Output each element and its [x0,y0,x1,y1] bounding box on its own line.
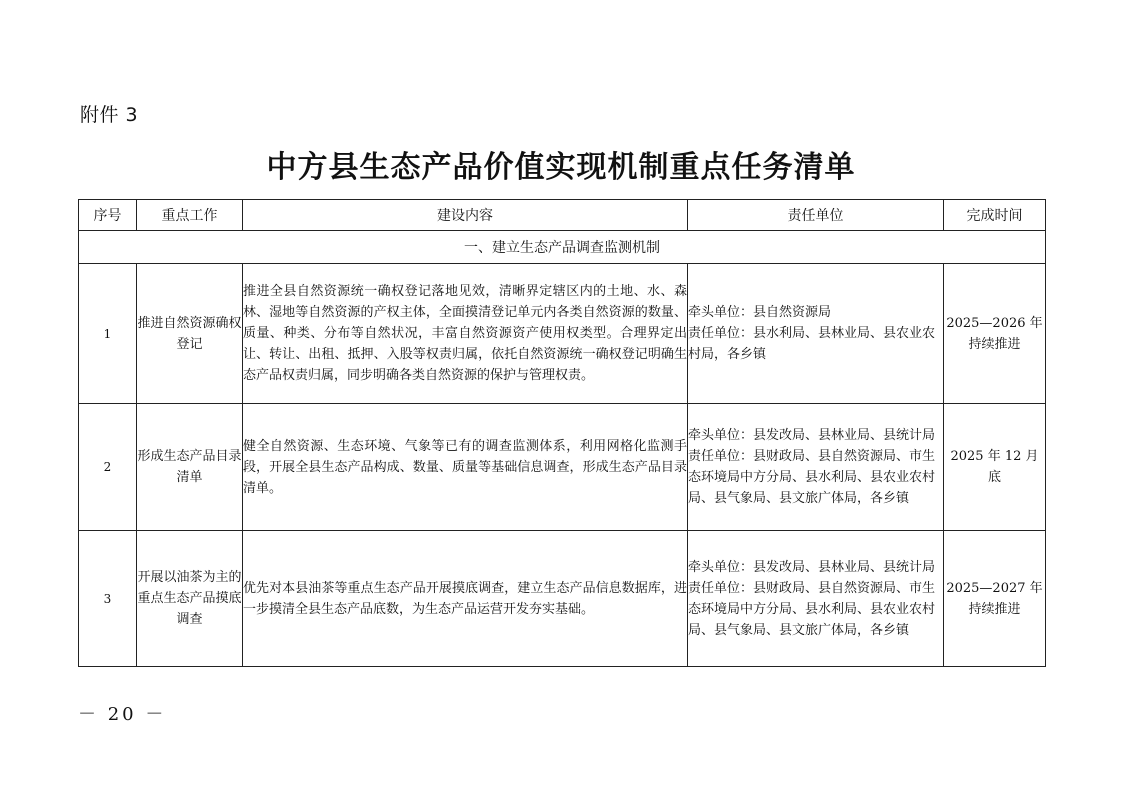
row-deadline: 2025—2026 年持续推进 [944,264,1046,404]
table-row [79,531,1046,667]
row-content: 健全自然资源、生态环境、气象等已有的调查监测体系，利用网格化监测手段，开展全县生态产品构成、数量、质量等基础信息调查，形成生态产品目录清单。 [243,404,688,531]
header-work: 重点工作 [137,200,243,231]
header-seq: 序号 [79,200,137,231]
header-deadline: 完成时间 [944,200,1046,231]
attachment-label: 附件 3 [80,104,139,126]
row-work: 形成生态产品目录清单 [137,404,243,531]
row-responsible [688,404,944,531]
row-work: 开展以油茶为主的重点生态产品摸底调查 [137,531,243,667]
row-deadline: 2025—2027 年持续推进 [944,531,1046,667]
section-title: 一、建立生态产品调查监测机制 [79,231,1046,264]
row-lead-unit: 牵头单位：县发改局、县林业局、县统计局 [688,559,936,575]
document-title: 中方县生态产品价值实现机制重点任务清单 [266,150,856,185]
row-lead-unit: 牵头单位：县自然资源局 [688,305,832,320]
row-responsible [688,264,944,404]
section-row [79,231,1046,264]
header-content: 建设内容 [243,200,688,231]
table-header-row [79,200,1046,231]
header-responsible: 责任单位 [688,200,944,231]
row-resp-unit: 责任单位：县水利局、县林业局、县农业农村局，各乡镇 [688,326,936,362]
table-row [79,264,1046,404]
row-resp-unit: 责任单位：县财政局、县自然资源局、市生态环境局中方分局、县水利局、县农业农村局、县气象局、县文旅广体局，各乡镇 [688,449,936,506]
row-seq: 3 [79,531,137,667]
row-seq: 2 [79,404,137,531]
row-deadline: 2025 年 12 月底 [944,404,1046,531]
task-table [78,199,1046,667]
row-responsible [688,531,944,667]
row-work: 推进自然资源确权登记 [137,264,243,404]
row-resp-unit: 责任单位：县财政局、县自然资源局、市生态环境局中方分局、县水利局、县农业农村局、县气象局、县文旅广体局，各乡镇 [688,580,936,638]
row-lead-unit: 牵头单位：县发改局、县林业局、县统计局 [688,428,936,443]
table-row [79,404,1046,531]
row-seq: 1 [79,264,137,404]
row-content: 优先对本县油茶等重点生态产品开展摸底调查，建立生态产品信息数据库，进一步摸清全县生态产品底数，为生态产品运营开发夯实基础。 [243,531,688,667]
row-content: 推进全县自然资源统一确权登记落地见效，清晰界定辖区内的土地、水、森林、湿地等自然资源的产权主体，全面摸清登记单元内各类自然资源的数量、质量、种类、分布等自然状况，丰富自然资源资产使用权类型。合理界定出让、转让、出租、抵押、入股等权责归属，依托自然资源统一确权登记明确生态产品权责归属，同步明确各类自然资源的保护与管理权责。 [243,264,688,404]
page-number: － 20 － [78,704,167,725]
